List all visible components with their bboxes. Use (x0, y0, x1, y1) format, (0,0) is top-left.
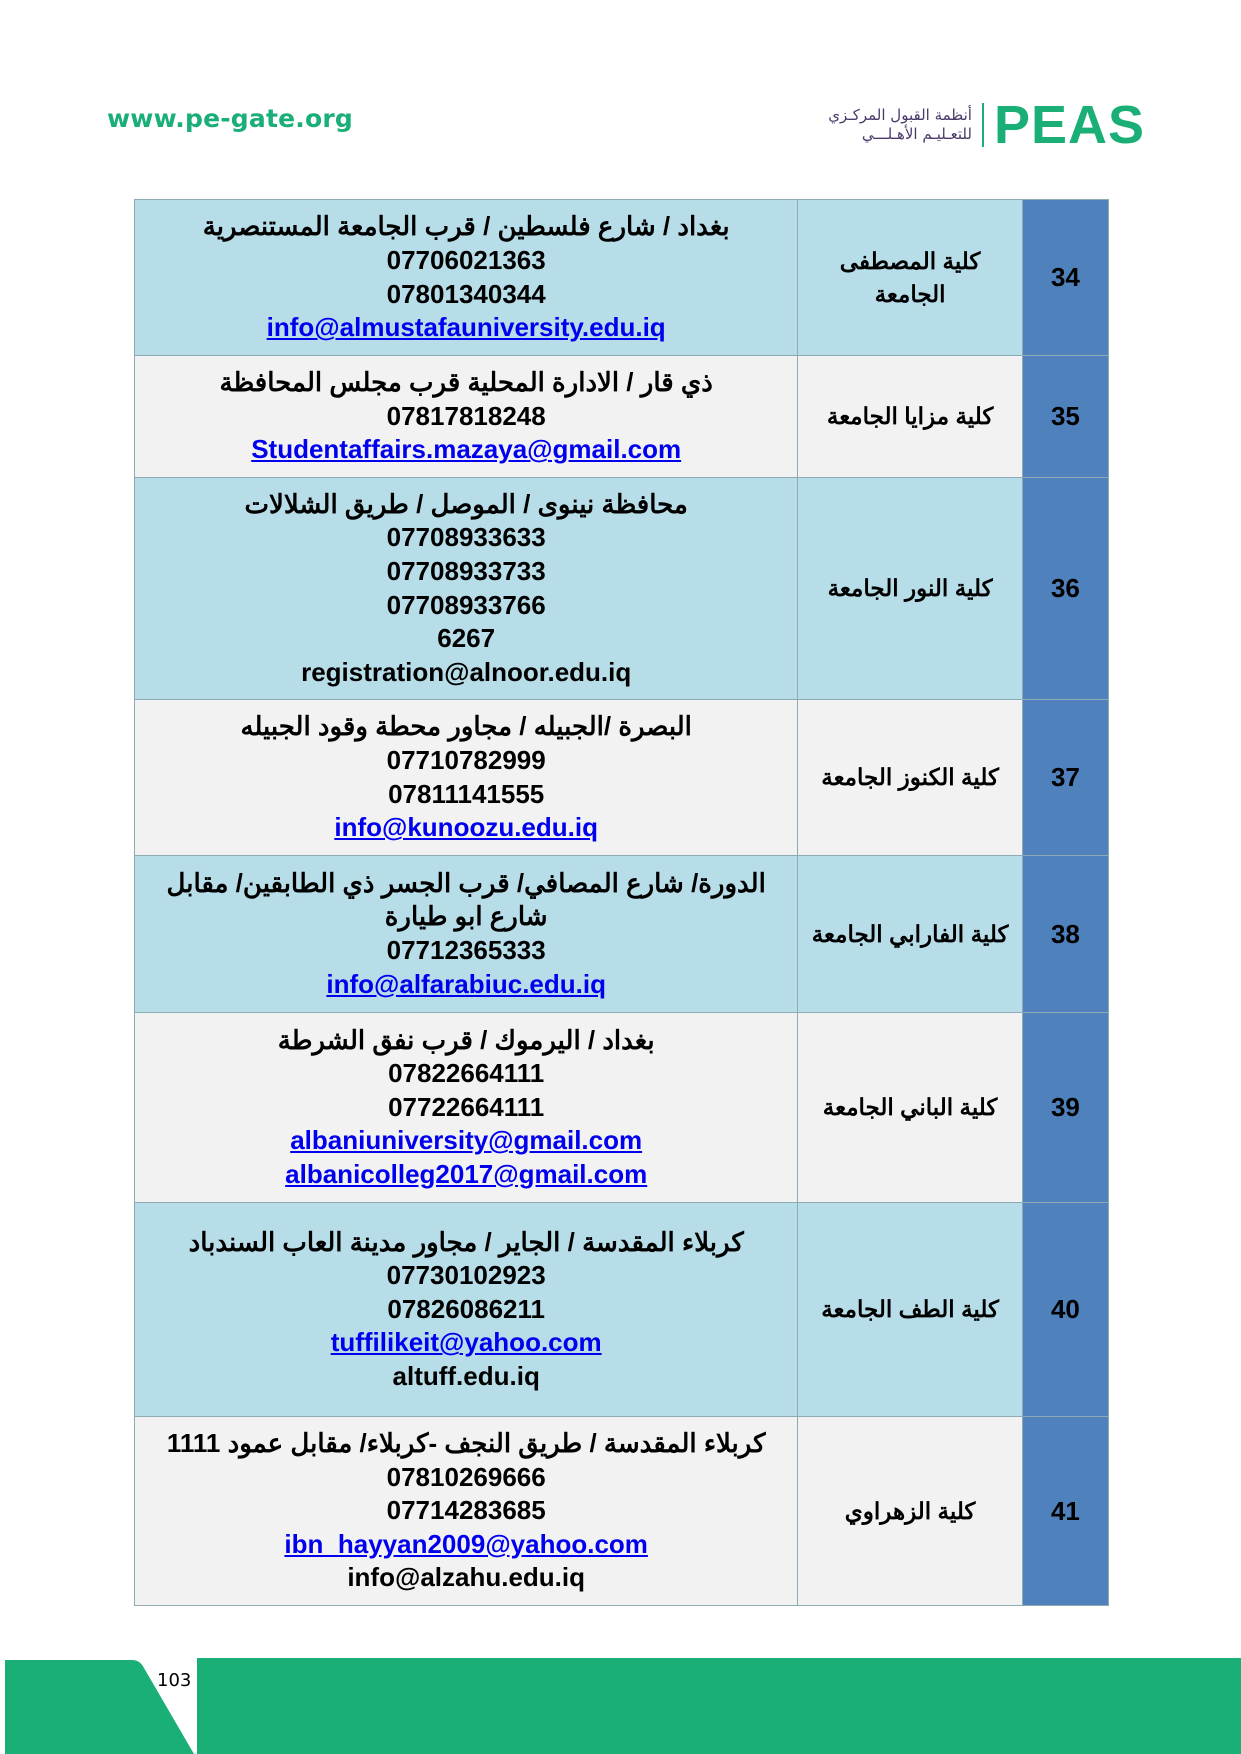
table-row (135, 1203, 1109, 1417)
detail-line (135, 210, 797, 244)
college-name: كلية النور الجامعة (798, 478, 1022, 700)
detail-line (135, 778, 797, 812)
logo-text: PEAS (993, 95, 1145, 155)
detail-line (135, 867, 797, 934)
detail-line (135, 1124, 797, 1158)
email-link[interactable]: info@kunoozu.edu.iq (334, 812, 598, 843)
college-name: كلية المصطفى الجامعة (798, 200, 1022, 356)
table-row (135, 1013, 1109, 1203)
contact-text: 07826086211 (387, 1293, 545, 1324)
contact-text: 07822664111 (388, 1058, 545, 1089)
row-number: 40 (1022, 1203, 1108, 1417)
contact-text: 07801340344 (386, 278, 546, 309)
logo-subtitle-line1: أنظمة القبول المركـزي (828, 106, 972, 124)
detail-line (135, 488, 797, 522)
college-details (135, 856, 798, 1013)
table-row (135, 478, 1109, 700)
contact-text: 07712365333 (386, 935, 546, 965)
email-link[interactable]: tuffilikeit@yahoo.com (330, 1327, 602, 1358)
table-row (135, 356, 1109, 478)
college-details (135, 356, 798, 478)
detail-line (135, 811, 797, 845)
detail-line (135, 1494, 797, 1528)
contact-text: 07810269666 (386, 1461, 546, 1492)
detail-line (135, 710, 797, 744)
table-row (135, 700, 1109, 856)
email-link[interactable]: albanicolleg2017@gmail.com (285, 1158, 648, 1189)
table-row (135, 200, 1109, 356)
detail-line (135, 1158, 797, 1192)
detail-line (135, 311, 797, 345)
email-link[interactable]: info@almustafauniversity.edu.iq (266, 312, 666, 343)
detail-line (135, 521, 797, 555)
detail-line (135, 278, 797, 312)
detail-line (135, 744, 797, 778)
contact-text: 07730102923 (386, 1260, 546, 1291)
detail-line (135, 400, 797, 434)
detail-line (135, 1427, 797, 1461)
page-number: 103 (157, 1670, 192, 1691)
email-link[interactable]: ibn_hayyan2009@yahoo.com (284, 1528, 648, 1559)
contact-text: info@alzahu.edu.iq (347, 1562, 586, 1593)
contact-text: 07714283685 (386, 1495, 546, 1526)
contact-text: 07811141555 (388, 778, 545, 809)
email-link[interactable]: Studentaffairs.mazaya@gmail.com (251, 434, 682, 465)
row-number: 36 (1022, 478, 1108, 700)
address-text: بغداد / اليرموك / قرب نفق الشرطة (277, 1024, 655, 1055)
college-details (135, 1417, 798, 1606)
detail-line (135, 1461, 797, 1495)
college-details (135, 1203, 798, 1417)
address-text: البصرة /الجبيله / مجاور محطة وقود الجبيله (240, 711, 692, 742)
detail-line (135, 1561, 797, 1595)
detail-line (135, 622, 797, 656)
contact-text: 07708933766 (386, 589, 546, 620)
college-name: كلية مزايا الجامعة (798, 356, 1022, 478)
address-text: كربلاء المقدسة / طريق النجف -كربلاء/ مقابل عمود 1111 (166, 1428, 766, 1459)
detail-line (135, 555, 797, 589)
college-details (135, 478, 798, 700)
row-number: 38 (1022, 856, 1108, 1013)
detail-line (135, 1360, 797, 1394)
college-name: كلية الفارابي الجامعة (798, 856, 1022, 1013)
address-text: كربلاء المقدسة / الجاير / مجاور مدينة العاب السندباد (188, 1226, 744, 1257)
contact-text: altuff.edu.iq (392, 1360, 540, 1391)
detail-line (135, 656, 797, 690)
website-url[interactable]: www.pe-gate.org (107, 104, 353, 133)
detail-line (135, 968, 797, 1002)
logo-subtitle-line2: للتعـليـم الأهـلـــي (861, 125, 972, 143)
footer-band (197, 1658, 1241, 1754)
address-text: بغداد / شارع فلسطين / قرب الجامعة المستنصرية (202, 211, 730, 242)
row-number: 39 (1022, 1013, 1108, 1203)
table-row (135, 856, 1109, 1013)
detail-line (135, 244, 797, 278)
row-number: 35 (1022, 356, 1108, 478)
row-number: 37 (1022, 700, 1108, 856)
row-number: 41 (1022, 1417, 1108, 1606)
detail-line (135, 1024, 797, 1058)
detail-line (135, 366, 797, 400)
detail-line (135, 934, 797, 968)
colleges-table (134, 199, 1109, 1606)
detail-line (135, 1293, 797, 1327)
address-text: ذي قار / الادارة المحلية قرب مجلس المحافظة (219, 367, 713, 398)
logo-divider (982, 103, 984, 147)
contact-text: 07710782999 (386, 744, 546, 775)
college-details (135, 700, 798, 856)
detail-line (135, 1259, 797, 1293)
college-name: كلية الزهراوي (798, 1417, 1022, 1606)
detail-line (135, 433, 797, 467)
address-text: الدورة/ شارع المصافي/ قرب الجسر ذي الطابقين/ مقابل شارع ابو طيارة (166, 867, 766, 932)
email-link[interactable]: albaniuniversity@gmail.com (290, 1125, 643, 1156)
detail-line (135, 1326, 797, 1360)
college-name: كلية الباني الجامعة (798, 1013, 1022, 1203)
peas-logo (828, 95, 1145, 155)
college-name: كلية الكنوز الجامعة (798, 700, 1022, 856)
contact-text: 6267 (437, 623, 496, 654)
detail-line (135, 1528, 797, 1562)
email-link[interactable]: info@alfarabiuc.edu.iq (326, 968, 606, 999)
college-details (135, 1013, 798, 1203)
contact-text: 07817818248 (386, 400, 546, 431)
contact-text: 07708933733 (386, 555, 546, 586)
contact-text: 07722664111 (388, 1091, 545, 1122)
contact-text: registration@alnoor.edu.iq (301, 656, 632, 687)
detail-line (135, 1226, 797, 1260)
detail-line (135, 1091, 797, 1125)
college-details (135, 200, 798, 356)
contact-text: 07706021363 (386, 244, 546, 275)
contact-text: 07708933633 (386, 522, 546, 553)
detail-line (135, 589, 797, 623)
table-row (135, 1417, 1109, 1606)
row-number: 34 (1022, 200, 1108, 356)
college-name: كلية الطف الجامعة (798, 1203, 1022, 1417)
address-text: محافظة نينوى / الموصل / طريق الشلالات (244, 488, 688, 519)
detail-line (135, 1057, 797, 1091)
logo-subtitle (828, 106, 972, 144)
